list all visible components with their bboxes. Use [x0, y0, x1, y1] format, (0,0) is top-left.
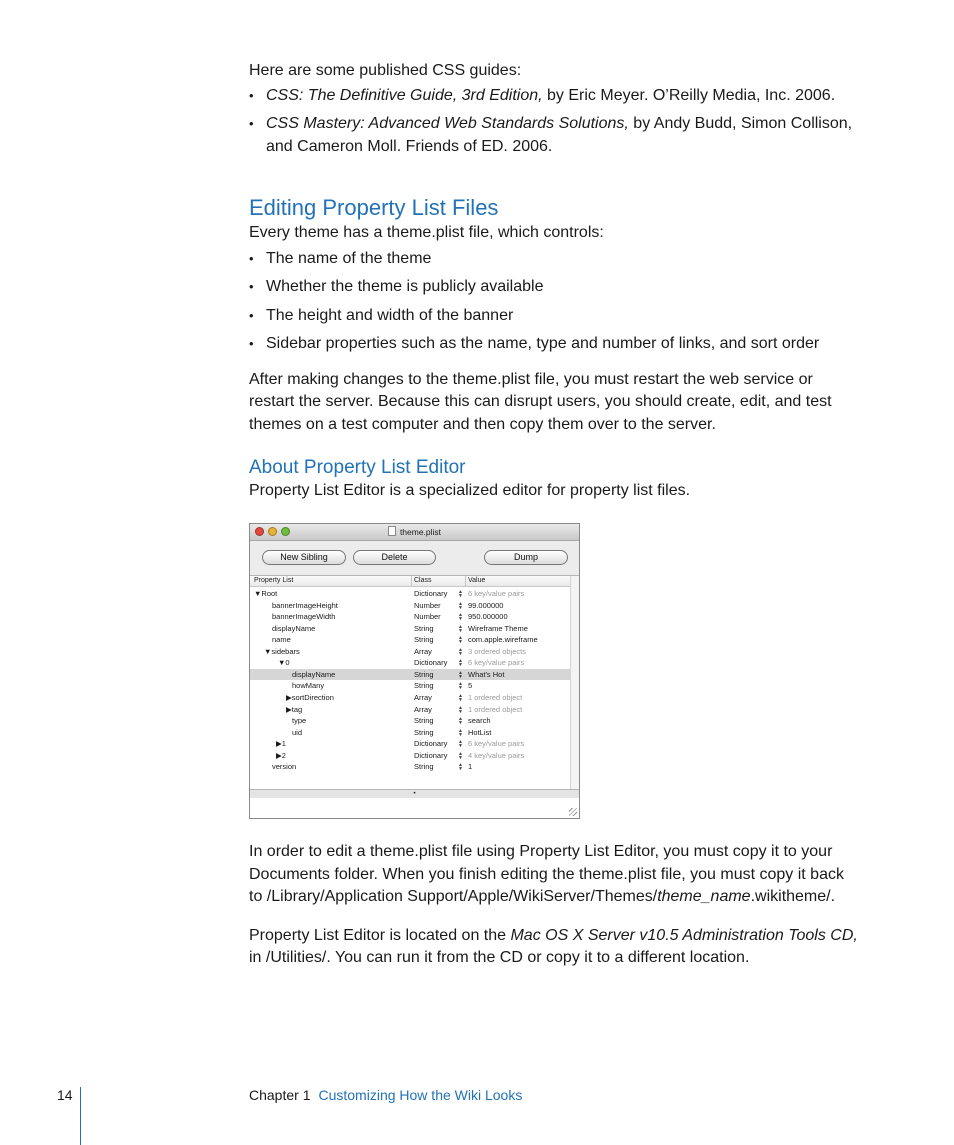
- class-popup-arrows-icon[interactable]: ▲ ▼: [458, 635, 463, 646]
- class-popup-arrows-icon[interactable]: ▲ ▼: [458, 750, 463, 761]
- class-popup-arrows-icon[interactable]: ▲ ▼: [458, 623, 463, 634]
- window-title-text: theme.plist: [399, 527, 442, 537]
- property-table[interactable]: [250, 575, 579, 789]
- property-value[interactable]: 950.000000: [468, 612, 508, 622]
- table-row[interactable]: [250, 600, 571, 612]
- property-value[interactable]: 1 ordered object: [468, 704, 523, 714]
- lower-text-pane[interactable]: [250, 798, 579, 818]
- property-class[interactable]: Dictionary: [414, 658, 448, 668]
- property-value[interactable]: 5: [468, 681, 473, 691]
- table-row[interactable]: [250, 657, 571, 669]
- property-value[interactable]: search: [468, 716, 491, 726]
- list-item: • Sidebar properties such as the name, type and number of links, and sort order: [249, 333, 861, 356]
- delete-button[interactable]: Delete: [353, 550, 436, 565]
- property-key[interactable]: ▶sortDirection: [286, 692, 334, 702]
- table-row[interactable]: [250, 611, 571, 623]
- close-window-icon[interactable]: [255, 527, 264, 536]
- class-popup-arrows-icon[interactable]: ▲ ▼: [458, 704, 463, 715]
- minimize-window-icon[interactable]: [268, 527, 277, 536]
- paragraph-text: .wikitheme/.: [750, 888, 836, 905]
- property-value[interactable]: 99.000000: [468, 600, 504, 610]
- list-item: [249, 85, 861, 108]
- book-title: CSS Mastery: Advanced Web Standards Solutions,: [266, 115, 629, 132]
- footer-chapter: [249, 1087, 522, 1103]
- table-header: [250, 576, 579, 587]
- table-row[interactable]: [250, 761, 571, 773]
- property-key[interactable]: ▼0: [278, 658, 290, 668]
- table-scrollbar[interactable]: [570, 576, 579, 789]
- copy-instructions-paragraph: [249, 841, 861, 909]
- class-popup-arrows-icon[interactable]: ▲ ▼: [458, 716, 463, 727]
- property-key[interactable]: ▶2: [276, 750, 286, 760]
- class-popup-arrows-icon[interactable]: ▲ ▼: [458, 658, 463, 669]
- table-row[interactable]: [250, 588, 571, 600]
- property-key[interactable]: displayName: [292, 669, 336, 679]
- table-row[interactable]: [250, 750, 571, 762]
- window-titlebar[interactable]: [250, 524, 579, 541]
- property-class[interactable]: Array: [414, 692, 432, 702]
- new-sibling-button[interactable]: New Sibling: [262, 550, 346, 565]
- property-class[interactable]: Number: [414, 612, 441, 622]
- column-header-property[interactable]: Property List: [254, 577, 294, 584]
- list-item: • The height and width of the banner: [249, 305, 861, 328]
- table-row[interactable]: [250, 623, 571, 635]
- property-list-editor-window: [249, 523, 580, 819]
- class-popup-arrows-icon[interactable]: ▲ ▼: [458, 739, 463, 750]
- property-value[interactable]: 6 key/value pairs: [468, 739, 525, 749]
- cd-title: Mac OS X Server v10.5 Administration Tools CD,: [510, 926, 858, 944]
- table-row[interactable]: [250, 715, 571, 727]
- property-class[interactable]: String: [414, 716, 434, 726]
- column-separator[interactable]: [411, 576, 412, 586]
- document-icon: [388, 526, 396, 536]
- footer-rule: [80, 1087, 81, 1145]
- chapter-label: Chapter 1: [249, 1087, 311, 1103]
- class-popup-arrows-icon[interactable]: ▲ ▼: [458, 589, 463, 599]
- property-key[interactable]: howMany: [292, 681, 325, 691]
- property-key[interactable]: ▶1: [276, 739, 286, 749]
- class-popup-arrows-icon[interactable]: ▲ ▼: [458, 600, 463, 611]
- property-class[interactable]: Dictionary: [414, 589, 448, 598]
- theme-name-placeholder: theme_name: [657, 888, 751, 905]
- subsection-lead: Property List Editor is a specialized editor for property list files.: [249, 482, 691, 499]
- property-key[interactable]: displayName: [272, 623, 316, 633]
- property-class[interactable]: Array: [414, 704, 432, 714]
- list-item: • The name of the theme: [249, 248, 861, 271]
- property-key[interactable]: bannerImageWidth: [272, 612, 336, 622]
- table-row[interactable]: [250, 738, 571, 750]
- property-key[interactable]: type: [292, 716, 307, 726]
- class-popup-arrows-icon[interactable]: ▲ ▼: [458, 692, 463, 703]
- list-item: [249, 113, 861, 158]
- property-value[interactable]: 1 ordered object: [468, 692, 523, 702]
- restart-paragraph: After making changes to the theme.plist file, you must restart the web service or restart the server. Because this can disrupt users, you should create, edit, and test themes on a test computer and then copy them over to the server.: [249, 370, 832, 433]
- property-value[interactable]: 4 key/value pairs: [468, 750, 525, 760]
- class-popup-arrows-icon[interactable]: ▲ ▼: [458, 681, 463, 692]
- dump-button[interactable]: Dump: [484, 550, 568, 565]
- page-number: 14: [57, 1087, 73, 1103]
- property-value[interactable]: HotList: [468, 727, 492, 737]
- property-key[interactable]: name: [272, 635, 291, 645]
- class-popup-arrows-icon[interactable]: ▲ ▼: [458, 762, 463, 773]
- paragraph-text: in /Utilities/. You can run it from the CD or copy it to a different location.: [249, 949, 750, 966]
- table-row[interactable]: [250, 669, 571, 681]
- location-paragraph: [249, 925, 861, 970]
- property-key[interactable]: ▼Root: [254, 589, 278, 598]
- property-class[interactable]: String: [414, 762, 434, 772]
- property-value[interactable]: 6 key/value pairs: [468, 589, 525, 598]
- plist-controls-list: [249, 248, 861, 356]
- pane-splitter[interactable]: •: [250, 789, 579, 799]
- property-value[interactable]: 3 ordered objects: [468, 646, 526, 656]
- table-row[interactable]: [250, 634, 571, 646]
- property-class[interactable]: Number: [414, 600, 441, 610]
- class-popup-arrows-icon[interactable]: ▲ ▼: [458, 669, 463, 680]
- column-separator[interactable]: [465, 576, 466, 586]
- property-key[interactable]: uid: [292, 727, 303, 737]
- section-heading: Editing Property List Files: [249, 195, 499, 220]
- property-key[interactable]: bannerImageHeight: [272, 600, 338, 610]
- property-class[interactable]: Array: [414, 646, 432, 656]
- table-row[interactable]: [250, 692, 571, 704]
- subsection-heading: About Property List Editor: [249, 457, 466, 478]
- property-value[interactable]: 1: [468, 762, 473, 772]
- book-title: CSS: The Definitive Guide, 3rd Edition,: [266, 86, 543, 104]
- section-lead: Every theme has a theme.plist file, which controls:: [249, 224, 604, 241]
- table-row[interactable]: [250, 680, 571, 692]
- resize-grip-icon[interactable]: [569, 808, 577, 816]
- class-popup-arrows-icon[interactable]: ▲ ▼: [458, 612, 463, 623]
- window-title: [388, 524, 441, 540]
- property-class[interactable]: String: [414, 681, 434, 691]
- table-row[interactable]: [250, 704, 571, 716]
- page-content-lower: [249, 841, 861, 970]
- list-item: • Whether the theme is publicly available: [249, 276, 861, 299]
- property-key[interactable]: ▼sidebars: [264, 646, 300, 656]
- paragraph-text: In order to edit a theme.plist file using Property List Editor, you must copy it to your Documents folder. When you finish editing the theme.plist file, you must copy it back to /Library/Application Support/Apple/WikiServer/Themes/: [249, 843, 844, 905]
- property-class[interactable]: Dictionary: [414, 750, 448, 760]
- property-class[interactable]: String: [414, 635, 434, 645]
- property-value[interactable]: What's Hot: [468, 669, 505, 679]
- property-value[interactable]: Wireframe Theme: [468, 623, 528, 633]
- property-class[interactable]: String: [414, 727, 434, 737]
- class-popup-arrows-icon[interactable]: ▲ ▼: [458, 646, 463, 657]
- chapter-title-link[interactable]: Customizing How the Wiki Looks: [318, 1087, 523, 1103]
- book-citation: by Andy Budd, Simon Collison, and Cameron Moll. Friends of ED. 2006.: [266, 115, 853, 155]
- property-class[interactable]: Dictionary: [414, 739, 448, 749]
- page-content: [249, 60, 861, 503]
- column-header-value[interactable]: Value: [468, 577, 486, 584]
- property-value[interactable]: com.apple.wireframe: [468, 635, 538, 645]
- property-class[interactable]: String: [414, 669, 434, 679]
- window-toolbar: [250, 541, 579, 575]
- property-value[interactable]: 6 key/value pairs: [468, 658, 525, 668]
- column-header-class[interactable]: Class: [414, 577, 432, 584]
- book-citation: by Eric Meyer. O’Reilly Media, Inc. 2006.: [542, 86, 836, 104]
- guides-list: [249, 85, 861, 159]
- property-key[interactable]: version: [272, 762, 297, 772]
- property-class[interactable]: String: [414, 623, 434, 633]
- table-row[interactable]: [250, 646, 571, 658]
- zoom-window-icon[interactable]: [281, 527, 290, 536]
- guides-lead: Here are some published CSS guides:: [249, 62, 522, 79]
- class-popup-arrows-icon[interactable]: ▲ ▼: [458, 727, 463, 738]
- paragraph-text: Property List Editor is located on the: [249, 926, 511, 944]
- table-row[interactable]: [250, 727, 571, 739]
- property-key[interactable]: ▶tag: [286, 704, 303, 714]
